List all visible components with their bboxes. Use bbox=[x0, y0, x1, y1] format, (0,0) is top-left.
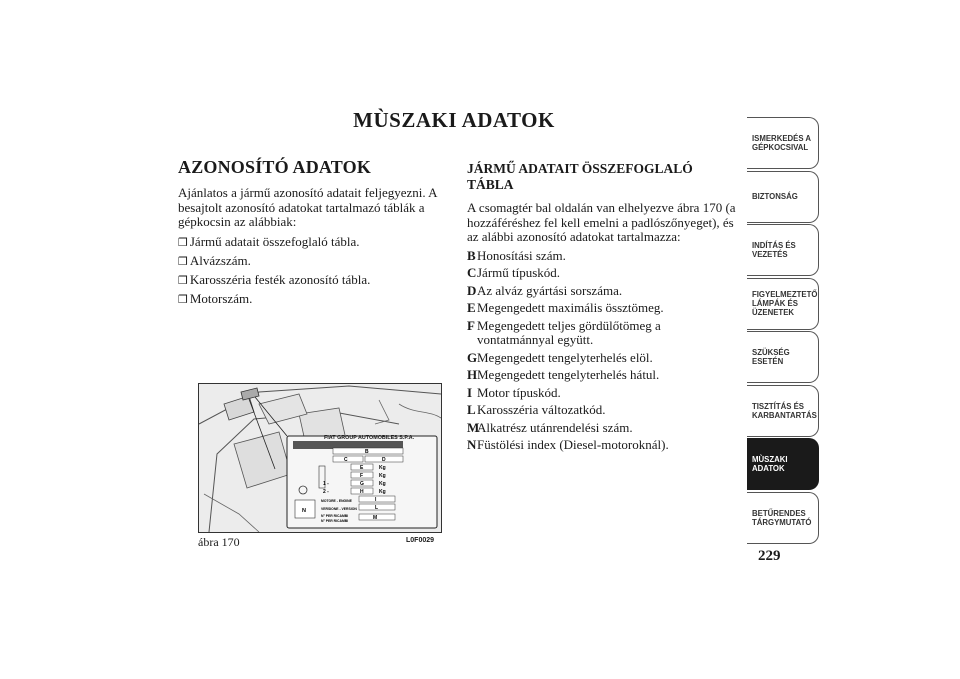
figure-170 bbox=[198, 383, 442, 533]
svg-text:Kg: Kg bbox=[379, 481, 386, 487]
bullet-item: ❒ Alvázszám. bbox=[178, 252, 251, 268]
svg-text:D: D bbox=[382, 457, 386, 463]
plate-intro: A csomagtér bal oldalán van elhelyezve ábra 170 (a hozzáféréshez fel kell emelni a padlószőnyeget), és az alábbi azonosító adatokat tartalmazza: bbox=[467, 200, 736, 244]
svg-text:2 -: 2 - bbox=[323, 489, 329, 495]
tab-emergency[interactable]: SZÜKSÉG ESETÉN bbox=[747, 331, 819, 383]
definition-item: L Karosszéria változatkód. bbox=[467, 402, 606, 417]
identification-intro: Ajánlatos a jármű azonosító adatait feljegyezni. A besajtolt azonosító adatokat tartalmazó táblák a gépkocsin az alábbiak: bbox=[178, 185, 437, 229]
plate-title-text: FIAT GROUP AUTOMOBILES S.P.A. bbox=[324, 435, 415, 441]
svg-text:I: I bbox=[375, 497, 377, 503]
svg-text:N° PER RICAMBI: N° PER RICAMBI bbox=[321, 514, 349, 518]
definition-item: B Honosítási szám. bbox=[467, 247, 566, 263]
page-title: MÙSZAKI ADATOK bbox=[353, 108, 555, 132]
definition-item: E Megengedett maximális össztömeg. bbox=[467, 300, 664, 315]
svg-text:Kg: Kg bbox=[379, 473, 386, 479]
svg-text:MOTORE - ENGINE: MOTORE - ENGINE bbox=[321, 499, 352, 503]
definition-item: C Jármű típuskód. bbox=[467, 265, 561, 280]
chapter-tabs bbox=[747, 117, 819, 545]
definition-item: D Az alváz gyártási sorszáma. bbox=[467, 282, 623, 298]
tab-getting-to-know[interactable]: ISMERKEDÉS A GÉPKOCSIVAL bbox=[747, 117, 819, 169]
svg-text:VERSIONE - VERSION: VERSIONE - VERSION bbox=[321, 507, 357, 511]
svg-text:1 -: 1 - bbox=[323, 481, 329, 487]
figure-caption: ábra 170 bbox=[198, 535, 240, 549]
tab-maintenance[interactable]: TISZTÍTÁS ÉS KARBANTARTÁS bbox=[747, 385, 819, 437]
definition-item: M Alkatrész utánrendelési szám. bbox=[467, 419, 633, 435]
svg-text:G: G bbox=[360, 481, 364, 487]
tab-starting-driving[interactable]: INDÍTÁS ÉS VEZETÉS bbox=[747, 224, 819, 276]
definition-item: F Megengedett teljes gördülőtömeg a vontatmánnyal együtt. bbox=[467, 317, 661, 347]
svg-text:N: N bbox=[302, 508, 306, 514]
svg-text:M: M bbox=[373, 515, 378, 521]
page-number: 229 bbox=[758, 548, 781, 564]
checkbox-bullet-icon: ❒ bbox=[178, 235, 188, 249]
svg-text:E: E bbox=[360, 465, 364, 471]
trunk-plate-illustration bbox=[199, 384, 441, 532]
svg-text:H: H bbox=[360, 489, 364, 495]
checkbox-bullet-icon: ❒ bbox=[178, 273, 188, 287]
figure-code: L0F0029 bbox=[406, 537, 435, 544]
definition-item: I Motor típuskód. bbox=[467, 384, 561, 400]
tab-technical-data[interactable]: MÙSZAKI ADATOK bbox=[747, 438, 819, 490]
tab-warning-lights[interactable]: FIGYELMEZTETŐ LÁMPÁK ÉS ÜZENETEK bbox=[747, 278, 819, 330]
svg-text:F: F bbox=[360, 473, 364, 479]
bullet-item: ❒ Motorszám. bbox=[178, 290, 253, 306]
section-heading-plate: JÁRMŰ ADATAIT ÖSSZEFOGLALÓ TÁBLA bbox=[467, 161, 693, 192]
bullet-item: ❒ Karosszéria festék azonosító tábla. bbox=[178, 271, 371, 287]
definition-item: N Füstölési index (Diesel-motoroknál). bbox=[467, 437, 669, 452]
svg-text:N° PER RICAMBI: N° PER RICAMBI bbox=[321, 519, 349, 523]
svg-text:Kg: Kg bbox=[379, 465, 386, 471]
tab-safety[interactable]: BIZTONSÁG bbox=[747, 171, 819, 223]
svg-text:Kg: Kg bbox=[379, 489, 386, 495]
definition-item: G Megengedett tengelyterhelés elöl. bbox=[467, 349, 653, 365]
right-column bbox=[467, 155, 739, 456]
section-heading-identification: AZONOSÍTÓ ADATOK bbox=[178, 157, 372, 177]
tab-index[interactable]: BETŰRENDES TÁRGYMUTATÓ bbox=[747, 492, 819, 544]
checkbox-bullet-icon: ❒ bbox=[178, 292, 188, 306]
bullet-item: ❒ Jármű adatait összefoglaló tábla. bbox=[178, 233, 360, 249]
definition-item: H Megengedett tengelyterhelés hátul. bbox=[467, 367, 660, 382]
checkbox-bullet-icon: ❒ bbox=[178, 254, 188, 268]
svg-text:C: C bbox=[344, 457, 348, 463]
svg-text:L: L bbox=[375, 505, 379, 511]
svg-text:B: B bbox=[365, 449, 369, 455]
left-column bbox=[178, 155, 438, 310]
